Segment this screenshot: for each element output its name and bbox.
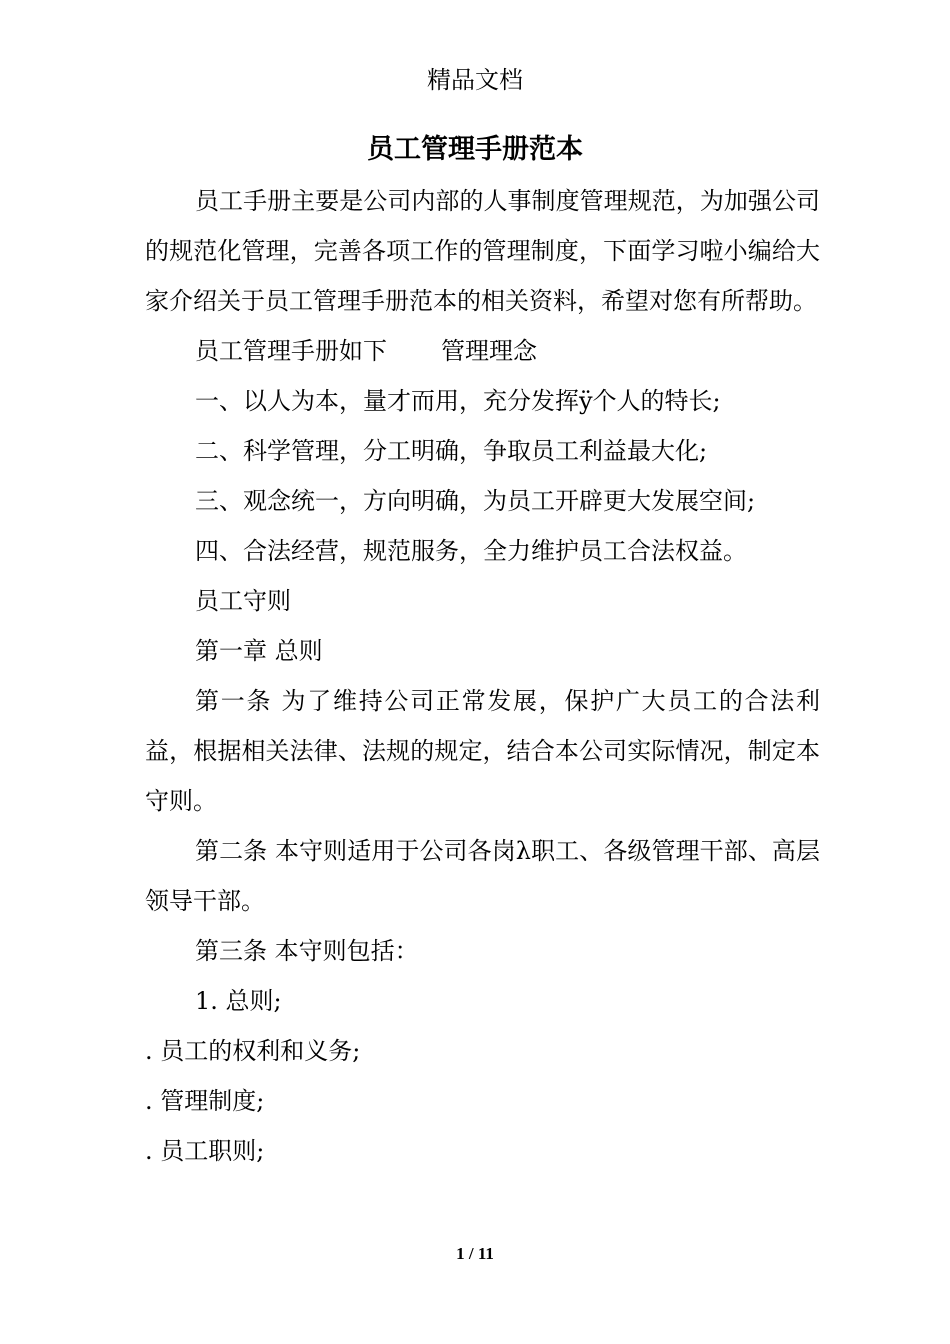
document-body bbox=[145, 176, 820, 1176]
principle-3: 三、观念统一，方向明确，为员工开辟更大发展空间; bbox=[195, 487, 756, 515]
principle-1: 一、以人为本，量才而用，充分发挥ÿ个人的特长; bbox=[195, 387, 721, 415]
philosophy-heading: 管理理念 bbox=[441, 337, 537, 365]
article-2: 第二条 本守则适用于公司各岗λ职工、各级管理干部、高层领导干部。 bbox=[145, 837, 820, 915]
list-item-2: . 员工的权利和义务; bbox=[145, 1037, 361, 1065]
manual-heading-line bbox=[145, 326, 820, 376]
article-1: 第一条 为了维持公司正常发展，保护广大员工的合法利益，根据相关法律、法规的规定，结合本公司实际情况，制定本守则。 bbox=[145, 687, 820, 815]
intro-paragraph: 员工手册主要是公司内部的人事制度管理规范，为加强公司的规范化管理，完善各项工作的管理制度，下面学习啦小编给大家介绍关于员工管理手册范本的相关资料，希望对您有所帮助。 bbox=[145, 187, 820, 315]
list-item-4: . 员工职则; bbox=[145, 1137, 265, 1165]
list-item-3: . 管理制度; bbox=[145, 1087, 265, 1115]
principle-2: 二、科学管理，分工明确，争取员工利益最大化; bbox=[195, 437, 708, 465]
document-header: 精品文档 bbox=[427, 66, 523, 94]
article-3: 第三条 本守则包括： bbox=[195, 937, 419, 965]
document-title: 员工管理手册范本 bbox=[367, 134, 583, 165]
manual-heading: 员工管理手册如下 bbox=[195, 337, 387, 365]
principle-4: 四、合法经营，规范服务，全力维护员工合法权益。 bbox=[195, 537, 747, 565]
code-heading: 员工守则 bbox=[195, 587, 291, 615]
page-number: 1 / 11 bbox=[456, 1244, 494, 1263]
list-item-1: 1. 总则; bbox=[195, 987, 282, 1015]
chapter-1-heading: 第一章 总则 bbox=[195, 637, 323, 665]
